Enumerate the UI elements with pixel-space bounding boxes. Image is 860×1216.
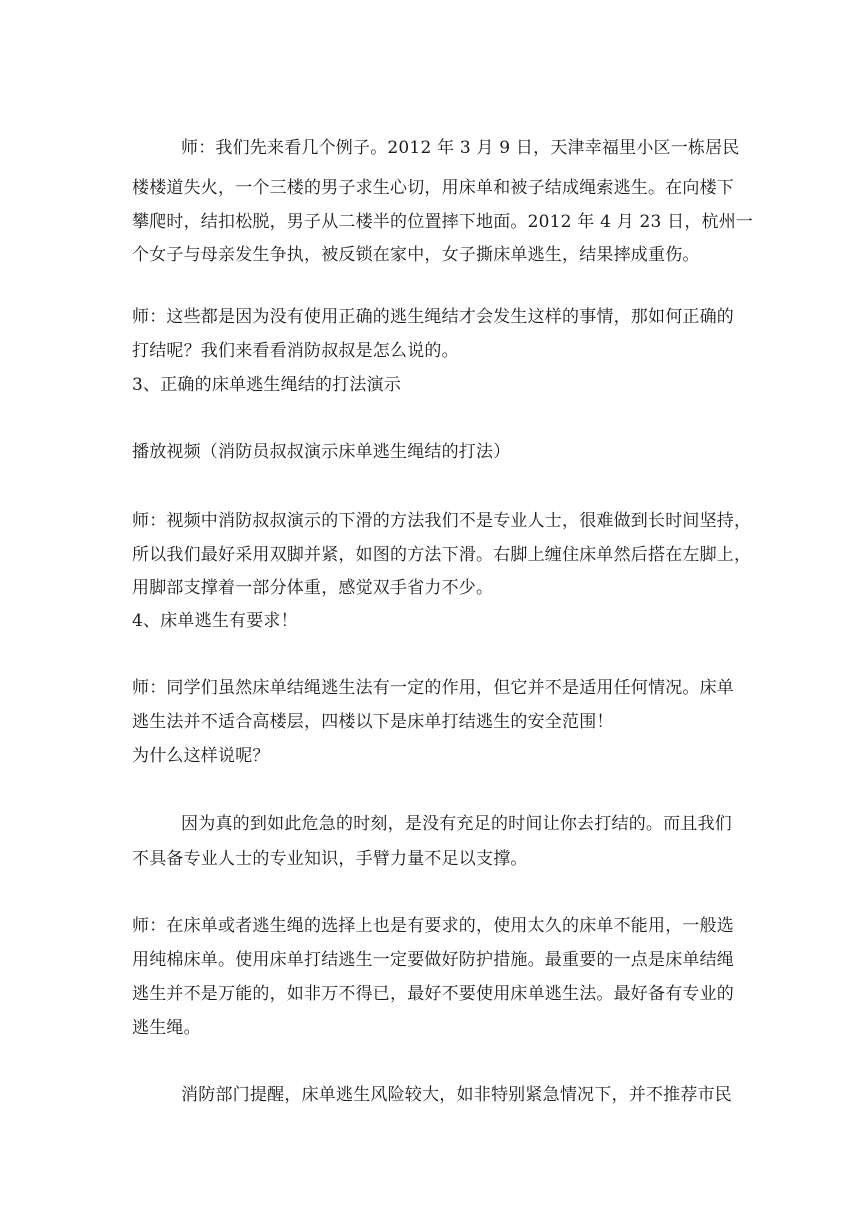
paragraph-fire-dept-reminder-line-1: 消防部门提醒，床单逃生风险较大，如非特别紧急情况下，并不推荐市民: [181, 1085, 732, 1105]
section-heading-3: 3、正确的床单逃生绳结的打法演示: [132, 375, 402, 395]
paragraph-slide-method-line-3: 用脚部支撑着一部分体重，感觉双手省力不少。: [132, 578, 494, 598]
paragraph-reason-line-2: 不具备专业人士的专业知识，手臂力量不足以支撑。: [132, 849, 528, 869]
paragraph-examples-line-4: 个女子与母亲发生争执，被反锁在家中，女子撕床单逃生，结果摔成重伤。: [132, 245, 700, 265]
paragraph-correct-knot-line-2: 打结呢？我们来看看消防叔叔是怎么说的。: [132, 341, 459, 361]
paragraph-sheet-choice-line-2: 用纯棉床单。使用床单打结逃生一定要做好防护措施。最重要的一点是床单结绳: [132, 950, 734, 970]
paragraph-examples-line-3: 攀爬时，结扣松脱，男子从二楼半的位置摔下地面。2012 年 4 月 23 日，杭州一: [132, 212, 754, 232]
paragraph-requirements-line-2: 逃生法并不适合高楼层，四楼以下是床单打结逃生的安全范围！: [132, 712, 614, 732]
paragraph-sheet-choice-line-3: 逃生并不是万能的，如非万不得已，最好不要使用床单逃生法。最好备有专业的: [132, 984, 734, 1004]
paragraph-examples-line-2: 楼楼道失火，一个三楼的男子求生心切，用床单和被子结成绳索逃生。在向楼下: [132, 178, 734, 198]
paragraph-sheet-choice-line-1: 师：在床单或者逃生绳的选择上也是有要求的，使用太久的床单不能用，一般选: [132, 916, 734, 936]
document-page: [132, 0, 754, 1216]
video-note: 播放视频（消防员叔叔演示床单逃生绳结的打法）: [132, 442, 511, 462]
paragraph-requirements-line-1: 师：同学们虽然床单结绳逃生法有一定的作用，但它并不是适用任何情况。床单: [132, 678, 734, 698]
paragraph-reason-line-1: 因为真的到如此危急的时刻，是没有充足的时间让你去打结的。而且我们: [181, 814, 732, 834]
section-heading-4: 4、床单逃生有要求！: [132, 611, 298, 631]
paragraph-sheet-choice-line-4: 逃生绳。: [132, 1018, 201, 1038]
paragraph-slide-method-line-2: 所以我们最好采用双脚并紧，如图的方法下滑。右脚上缠住床单然后搭在左脚上，: [132, 545, 752, 565]
question-line: 为什么这样说呢？: [132, 746, 270, 766]
paragraph-examples-line-1: 师：我们先来看几个例子。2012 年 3 月 9 日，天津幸福里小区一栋居民: [181, 138, 740, 158]
paragraph-slide-method-line-1: 师：视频中消防叔叔演示的下滑的方法我们不是专业人士，很难做到长时间坚持，: [132, 511, 752, 531]
paragraph-correct-knot-line-1: 师：这些都是因为没有使用正确的逃生绳结才会发生这样的事情，那如何正确的: [132, 307, 734, 327]
